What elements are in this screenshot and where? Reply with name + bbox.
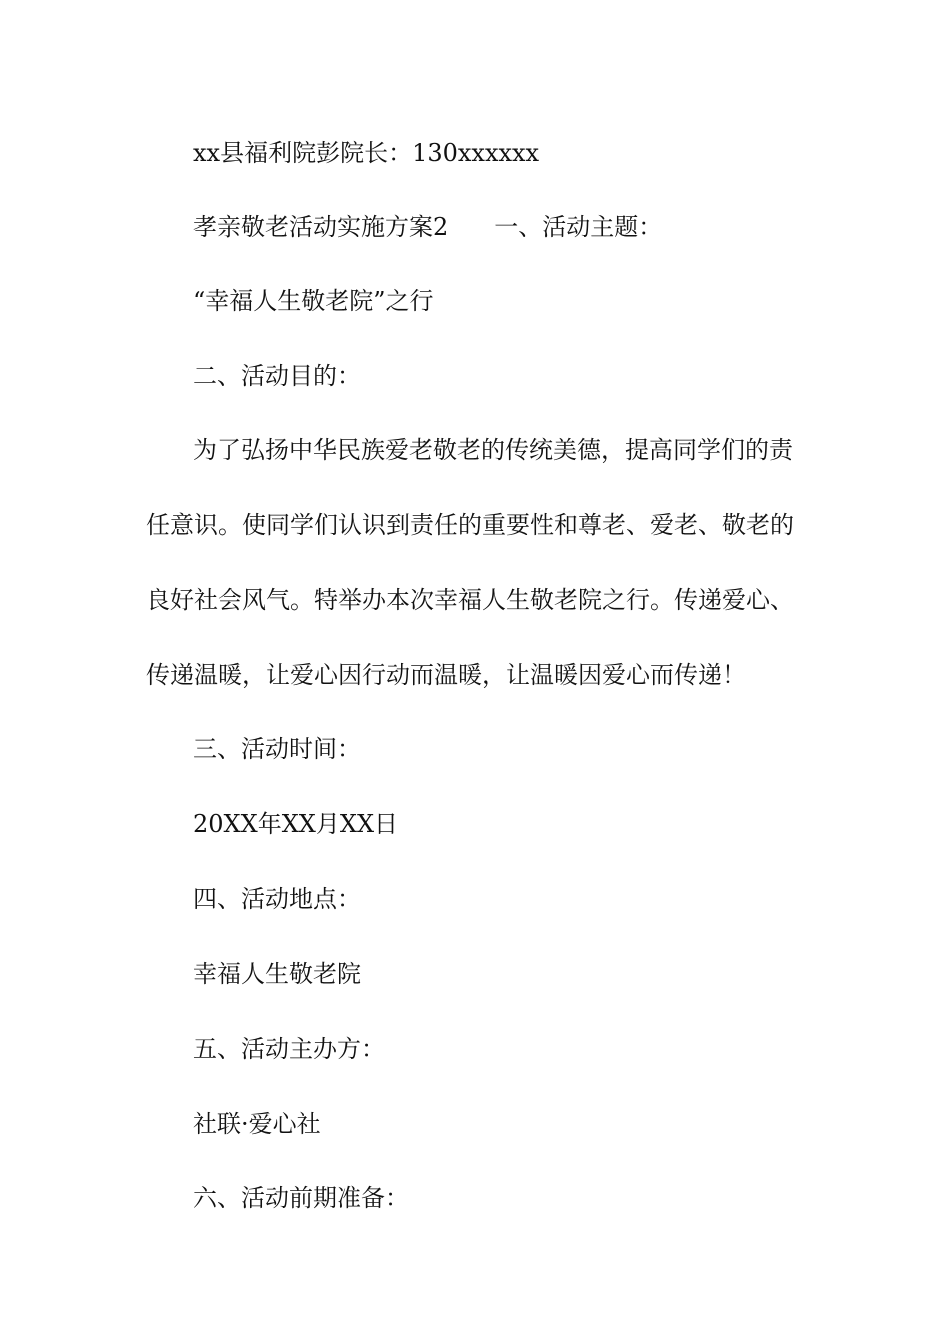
section2-heading: 二、活动目的： xyxy=(193,362,361,390)
section4-text: 幸福人生敬老院 xyxy=(193,960,361,988)
section1-heading: 一、活动主题： xyxy=(494,213,663,241)
section1-text: “幸福人生敬老院”之行 xyxy=(193,287,434,315)
contact-line: xx县福利院彭院长：130xxxxxx xyxy=(193,139,540,167)
paragraph-line-1: 为了弘扬中华民族爱老敬老的传统美德，提高同学们的责 xyxy=(193,436,793,464)
paragraph-line-2: 任意识。使同学们认识到责任的重要性和尊老、爱老、敬老的 xyxy=(146,511,794,539)
paragraph-line-4: 传递温暖，让爱心因行动而温暖，让温暖因爱心而传递！ xyxy=(146,661,746,689)
plan-title: 孝亲敬老活动实施方案2 xyxy=(193,213,449,241)
section4-heading: 四、活动地点： xyxy=(193,885,361,913)
section3-heading: 三、活动时间： xyxy=(193,735,361,763)
section5-text: 社联·爱心社 xyxy=(193,1110,321,1138)
section6-heading: 六、活动前期准备： xyxy=(193,1184,409,1212)
section5-heading: 五、活动主办方： xyxy=(193,1035,385,1063)
section3-text: 20XX年XX月XX日 xyxy=(193,810,399,838)
paragraph-line-3: 良好社会风气。特举办本次幸福人生敬老院之行。传递爱心、 xyxy=(146,586,794,614)
plan-title-line xyxy=(193,212,853,242)
